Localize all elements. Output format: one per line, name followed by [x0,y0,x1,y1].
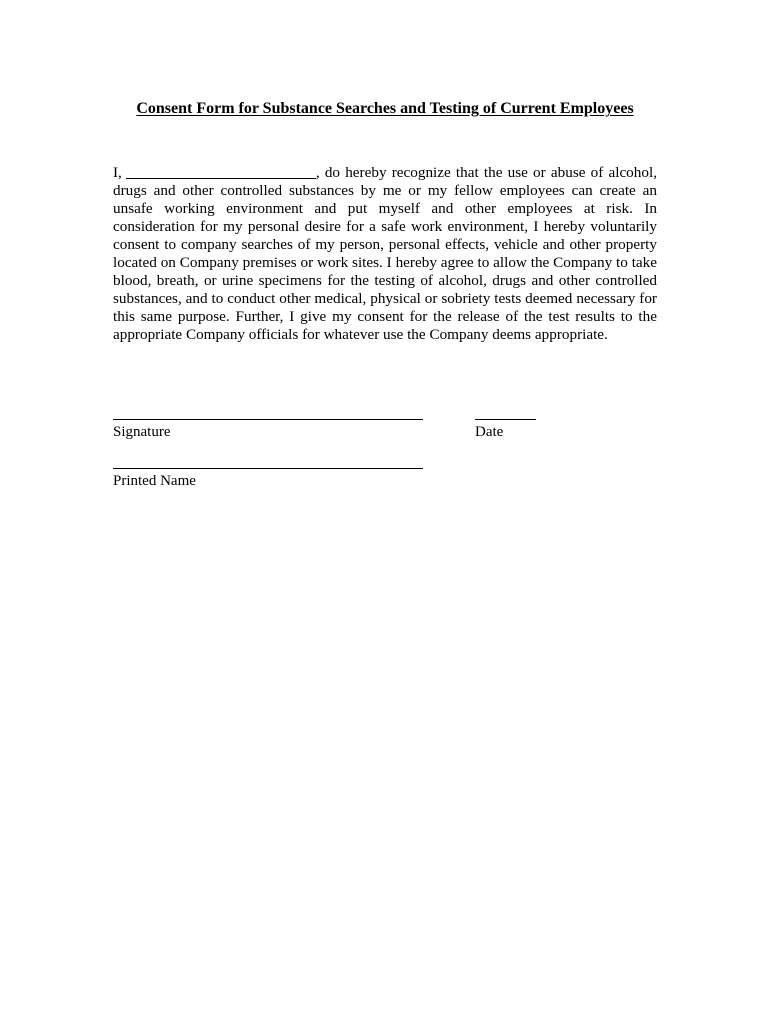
date-line[interactable] [475,419,536,420]
signature-line[interactable] [113,419,423,420]
intro-prefix: I, [113,164,122,181]
printed-name-line[interactable] [113,468,423,469]
form-title: Consent Form for Substance Searches and Testing of Current Employees [136,100,634,117]
printed-name-label: Printed Name [113,473,196,489]
consent-body-text: , do hereby recognize that the use or abuse of alcohol, drugs and other controlled substances by me or my fellow employees can create an unsafe working environment and put myself and other employees at risk. In consideration for my personal desire for a safe work environment, I hereby voluntarily consent to company searches of my person, personal effects, vehicle and other property located on Company premises or work sites. I hereby agree to allow the Company to take blood, breath, or urine specimens for the testing of alcohol, drugs and other controlled substances, and to conduct other medical, physical or sobriety tests deemed necessary for this same purpose. Further, I give my consent for the release of the test results to the appropriate Company officials for whatever use the Company deems appropriate. [113,164,657,343]
consent-paragraph [113,164,657,344]
signature-label: Signature [113,424,171,440]
employee-name-blank[interactable] [126,164,316,179]
date-label: Date [475,424,504,440]
